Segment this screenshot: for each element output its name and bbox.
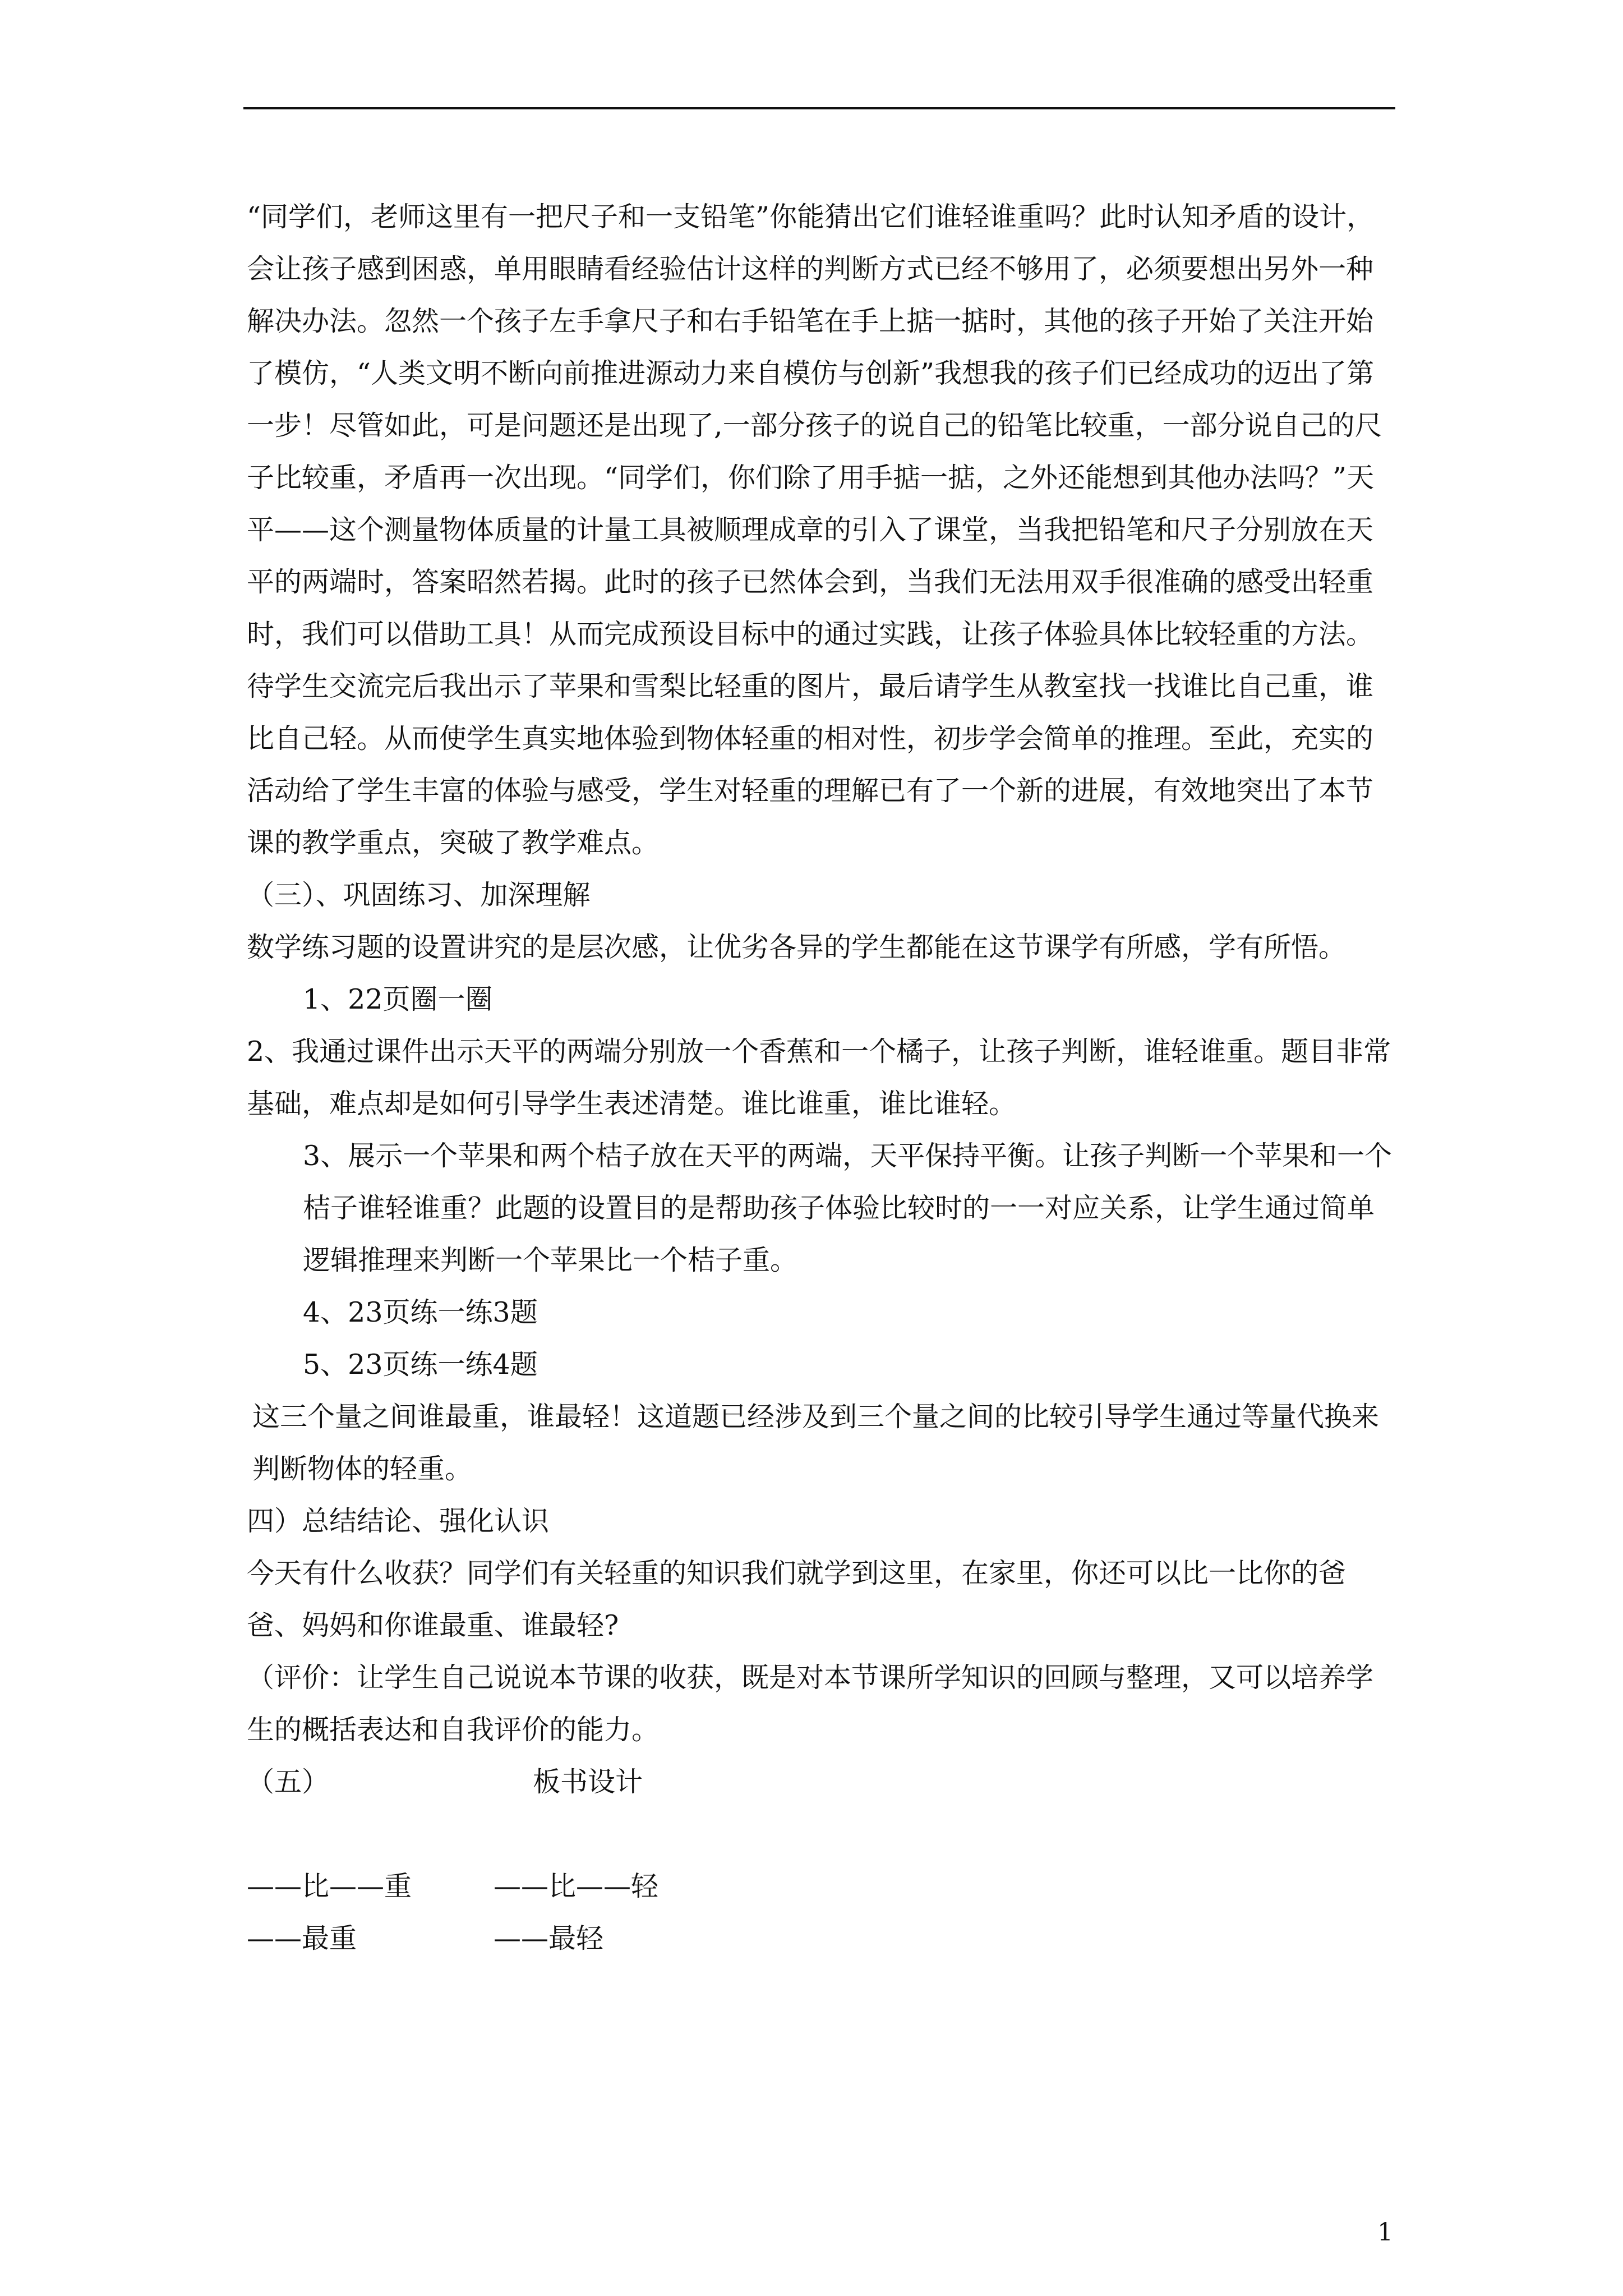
exercise-item-3: 3、展示一个苹果和两个桔子放在天平的两端，天平保持平衡。让孩子判断一个苹果和一个桔子谁轻谁重？此题的设置目的是帮助孩子体验比较时的一一对应关系，让学生通过简单逻辑推理来判断一个苹果比一个桔子重。 bbox=[303, 1140, 1393, 1276]
board-row-1 bbox=[247, 1860, 1396, 1912]
board-heaviest: ——最重 bbox=[247, 1922, 357, 1954]
paragraph-evaluation: （评价：让学生自己说说本节课的收获，既是对本节课所学知识的回顾与整理，又可以培养学生的概括表达和自我评价的能力。 bbox=[247, 1662, 1374, 1746]
exercise-item-1: 1、22页圈一圈 bbox=[303, 983, 493, 1015]
section-heading-4: 四）总结结论、强化认识 bbox=[247, 1505, 550, 1537]
page-number: 1 bbox=[1377, 2218, 1393, 2247]
paragraph-intro: “同学们，老师这里有一把尺子和一支铅笔”你能猜出它们谁轻谁重吗？此时认知矛盾的设计，会让孩子感到困惑，单用眼睛看经验估计这样的判断方式已经不够用了，必须要想出另外一种解决办法。忽然一个孩子左手拿尺子和右手铅笔在手上掂一掂时，其他的孩子开始了关注开始了模仿，“人类文明不断向前推进源动力来自模仿与创新”我想我的孩子们已经成功的迈出了第一步！尽管如此，可是问题还是出现了,一部分孩子的说自己的铅笔比较重，一部分说自己的尺子比较重，矛盾再一次出现。“同学们，你们除了用手掂一掂，之外还能想到其他办法吗？”天平——这个测量物体质量的计量工具被顺理成章的引入了课堂，当我把铅笔和尺子分别放在天平的两端时，答案昭然若揭。此时的孩子已然体会到，当我们无法用双手很准确的感受出轻重时，我们可以借助工具！从而完成预设目标中的通过实践，让孩子体验具体比较轻重的方法。待学生交流完后我出示了苹果和雪梨比轻重的图片，最后请学生从教室找一找谁比自己重，谁比自己轻。从而使学生真实地体验到物体轻重的相对性，初步学会简单的推理。至此，充实的活动给了学生丰富的体验与感受，学生对轻重的理解已有了一个新的进展，有效地突出了本节课的教学重点，突破了教学难点。 bbox=[247, 201, 1382, 859]
board-lightest: ——最轻 bbox=[494, 1922, 604, 1954]
section-5-label: （五） bbox=[247, 1766, 330, 1798]
document-body bbox=[247, 191, 1396, 1964]
exercise-item-5-note: 这三个量之间谁最重，谁最轻！这道题已经涉及到三个量之间的比较引导学生通过等量代换来判断物体的轻重。 bbox=[252, 1401, 1380, 1485]
paragraph-summary: 今天有什么收获？同学们有关轻重的知识我们就学到这里，在家里，你还可以比一比你的爸爸、妈妈和你谁最重、谁最轻? bbox=[247, 1557, 1347, 1641]
section-heading-5 bbox=[247, 1756, 1396, 1808]
header-rule bbox=[243, 107, 1395, 109]
exercise-item-2: 2、我通过课件出示天平的两端分别放一个香蕉和一个橘子，让孩子判断，谁轻谁重。题目非常基础，难点却是如何引导学生表述清楚。谁比谁重，谁比谁轻。 bbox=[247, 1036, 1391, 1120]
board-row-2 bbox=[247, 1912, 1396, 1964]
board-heavier: ——比——重 bbox=[247, 1870, 412, 1902]
section-5-title: 板书设计 bbox=[533, 1766, 643, 1798]
paragraph-exercise-intro: 数学练习题的设置讲究的是层次感，让优劣各异的学生都能在这节课学有所感，学有所悟。 bbox=[247, 931, 1347, 963]
section-heading-3: （三）、巩固练习、加深理解 bbox=[247, 879, 591, 911]
exercise-item-5: 5、23页练一练4题 bbox=[303, 1349, 538, 1381]
board-lighter: ——比——轻 bbox=[494, 1870, 659, 1902]
exercise-item-4: 4、23页练一练3题 bbox=[303, 1296, 538, 1328]
